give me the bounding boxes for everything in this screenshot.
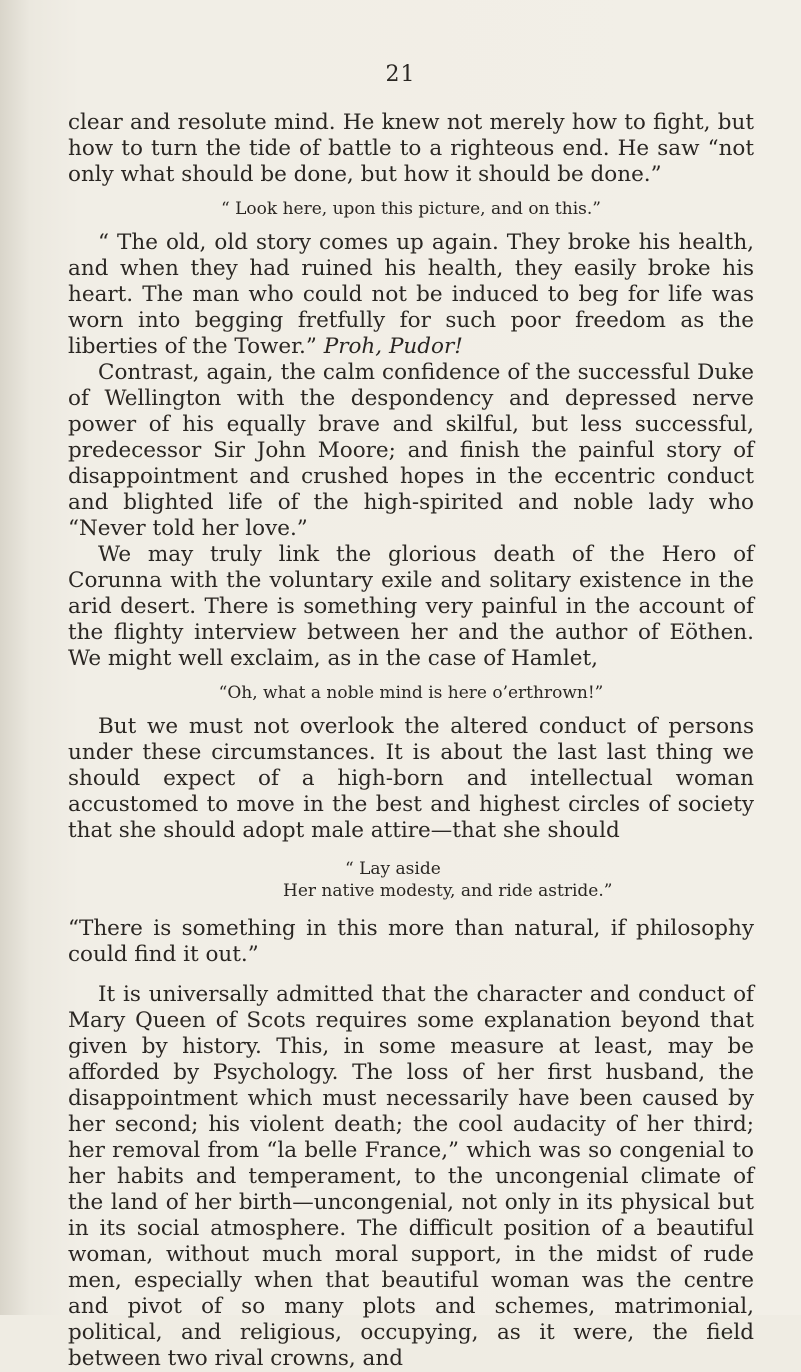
paragraph-1: clear and resolute mind. He knew not merely how to fight, but how to turn the tide of battle to a righteous end. He saw “not only what should be done, but how it should be done.” xyxy=(68,110,754,187)
verse-line-1: “ Lay aside xyxy=(345,859,441,879)
page-body xyxy=(68,110,754,1372)
quotation-hamlet: “Oh, what a noble mind is here o’erthrown!” xyxy=(218,683,604,703)
paragraph-4: We may truly link the glorious death of the Hero of Corunna with the voluntary exile and solitary existence in the arid desert. There is something very painful in the account of the flighty interview between her and the author of Eöthen. We might well exclaim, as in the case of Hamlet, xyxy=(68,542,754,671)
quotation-picture: “ Look here, upon this picture, and on this.” xyxy=(221,199,601,219)
paragraph-2-latin: Proh, Pudor! xyxy=(323,334,463,359)
paragraph-6: “There is something in this more than natural, if philosophy could find it out.” xyxy=(68,916,754,967)
paragraph-2 xyxy=(68,230,754,360)
paragraph-7: It is universally admitted that the character and conduct of Mary Queen of Scots requires some explanation beyond that given by history. This, in some measure at least, may be afforded by Psychology. The loss of her first husband, the disappointment which must necessarily have been caused by her second; his violent death; the cool audacity of her third; her removal from “la belle France,” which was so congenial to her habits and temperament, to the uncongenial climate of the land of her birth—uncongenial, not only in its physical but in its social atmosphere. The difficult position of a beautiful woman, without much moral support, in the midst of rude men, especially when that beautiful woman was the centre and pivot of so many plots and schemes, matrimonial, political, and religious, occupying, as it were, the field between two rival crowns, and xyxy=(68,982,754,1371)
paragraph-5: But we must not overlook the altered conduct of persons under these circumstances. It is about the last last thing we should expect of a high-born and intellectual woman accustomed to move in the best and highest circles of society that she should adopt male attire—that she should xyxy=(68,714,754,843)
page-number: 21 xyxy=(385,62,416,87)
paragraph-3: Contrast, again, the calm confidence of the successful Duke of Wellington with the despondency and depressed nerve power of his equally brave and skilful, but less successful, predecessor Sir John Moore; and finish the painful story of disappointment and crushed hopes in the eccentric conduct and blighted life of the high-spirited and noble lady who “Never told her love.” xyxy=(68,360,754,541)
verse-line-2: Her native modesty, and ride astride.” xyxy=(283,881,613,901)
quotation-verse xyxy=(68,858,754,902)
paragraph-2-text: “ The old, old story comes up again. They broke his health, and when they had ruined his health, they easily broke his heart. The man who could not be induced to beg for life was worn into begging fretfully for such poor freedom as the liberties of the Tower.” xyxy=(68,230,754,359)
